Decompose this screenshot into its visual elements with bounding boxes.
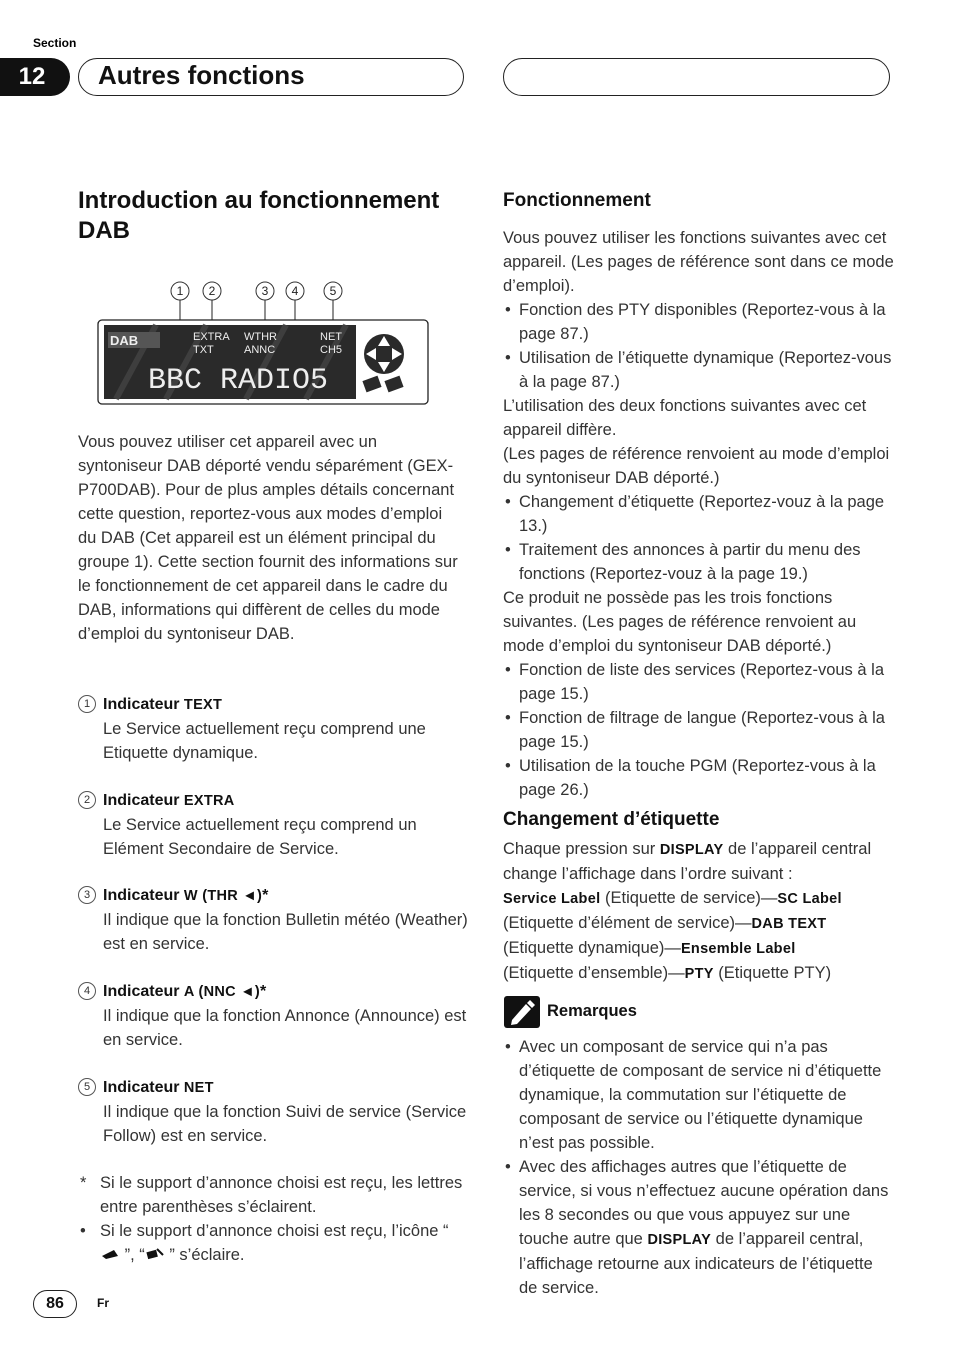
indicator-description: Il indique que la fonction Bulletin météo (Weather) est en service.	[103, 911, 468, 953]
display-wthr: WTHR	[244, 331, 277, 343]
heading-fonctionnement: Fonctionnement	[503, 190, 651, 211]
notes-icon	[504, 996, 540, 1028]
callout-2: 2	[208, 284, 216, 298]
list-item: • Changement d’étiquette (Reportez-vouz à la page 13.)	[503, 490, 895, 538]
callout-5: 5	[329, 284, 337, 298]
display-main-text: BBC RADIO5	[148, 364, 329, 398]
list-item: • Fonction de liste des services (Reportez-vous à la page 15.)	[503, 658, 895, 706]
indicator-extra: 2 Indicateur EXTRA Le Service actuellement reçu comprend un Elément Secondaire de Service.	[78, 789, 468, 861]
callout-3: 3	[261, 284, 269, 298]
list-item: • Fonction de filtrage de langue (Reportez-vous à la page 15.)	[503, 706, 895, 754]
heading-changement: Changement d’étiquette	[503, 809, 720, 830]
control-pad-icon	[358, 325, 424, 399]
footnote-star: * Si le support d’annonce choisi est reçu, les lettres entre parenthèses s’éclairent.	[80, 1174, 463, 1216]
display-dab: DAB	[110, 333, 139, 348]
callout-4: 4	[291, 284, 299, 298]
fonctionnement-body: Vous pouvez utiliser les fonctions suivantes avec cet appareil. (Les pages de référence sont dans ce mode d’emploi). • Fonction des PTY disponibles (Reportez-vous à la page 87.) • Utilisation de l’étiquette dynamique (Reportez-vous à la page 87.) L’utilisation des deux fonctions suivantes avec cet appareil diffère. (Les pages de référence renvoient au mode d’emploi du syntoniseur DAB déporté.) • Changement d’étiquette (Reportez-vouz à la page 13.) • Traitement des annonces à partir du menu des fonctions (Reportez-vouz à la page 19.) Ce produit ne possède pas les trois fonctions suivantes. (Les pages de référence renvoient au mode d’emploi du syntoniseur DAB déporté.) • Fonction de liste des services (Reportez-vous à la page 15.) • Fonction de filtrage de langue (Reportez-vous à la page 15.) • Utilisation de la touche PGM (Reportez-vous à la page 26.)	[503, 226, 895, 802]
dab-display-illustration	[96, 278, 432, 408]
list-item: • Traitement des annonces à partir du menu des fonctions (Reportez-vouz à la page 19.)	[503, 538, 895, 586]
note-item: • Avec des affichages autres que l’étiquette de service, si vous n’effectuez aucune opération dans les 8 secondes ou que vous appuyez sur une touche autre que DISPLAY de l’appareil central, l’affichage retourne aux indicateurs de l’étiquette de service.	[503, 1155, 895, 1300]
indicator-description: Il indique que la fonction Suivi de service (Service Follow) est en service.	[103, 1103, 467, 1145]
indicator-number: 5	[78, 1078, 96, 1096]
indicator-annc: 4 Indicateur A (NNC ◄)* Il indique que la fonction Annonce (Announce) est en service.	[78, 980, 468, 1052]
section-number: 12	[0, 58, 70, 96]
indicator-wthr: 3 Indicateur W (THR ◄)* Il indique que la fonction Bulletin météo (Weather) est en service.	[78, 884, 468, 956]
callout-1: 1	[176, 284, 184, 298]
display-txt: TXT	[193, 344, 214, 356]
section-empty-frame	[503, 58, 890, 96]
language-code: Fr	[97, 1296, 109, 1310]
list-item: • Utilisation de l’étiquette dynamique (Reportez-vous à la page 87.)	[503, 346, 895, 394]
indicator-net: 5 Indicateur NET Il indique que la fonction Suivi de service (Service Follow) est en service.	[78, 1076, 468, 1148]
display-extra: EXTRA	[193, 331, 230, 343]
changement-body: Chaque pression sur DISPLAY de l’appareil central change l’affichage dans l’ordre suivant : Service Label (Etiquette de service)—SC Label (Etiquette d’élément de service)—DAB TEXT (Etiquette dynamique)—Ensemble Label (Etiquette d’ensemble)—PTY (Etiquette PTY)	[503, 840, 872, 982]
list-item: • Utilisation de la touche PGM (Reportez-vous à la page 26.)	[503, 754, 895, 802]
list-item: • Fonction des PTY disponibles (Reportez-vous à la page 87.)	[503, 298, 895, 346]
notes-title: Remarques	[547, 1002, 637, 1020]
indicator-number: 1	[78, 695, 96, 713]
intro-paragraph: Vous pouvez utiliser cet appareil avec un syntoniseur DAB déporté vendu séparément (GEX-P700DAB). Pour de plus amples détails concernant cette question, reportez-vous aux modes d’emploi du DAB (Cet appareil est un élément principal du groupe 1). Cette section fournit des informations sur le fonctionnement de cet appareil dans le cadre du DAB, informations qui diffèrent de celles du mode d’emploi du syntoniseur DAB.	[78, 433, 458, 643]
page-number: 86	[33, 1290, 77, 1318]
note-item: • Avec un composant de service qui n’a pas d’étiquette de composant de service ni d’étiquette dynamique, la commutation sur l’étiquette de composant de service ou l’étiquette dynamique n’est pas possible.	[503, 1035, 895, 1155]
announce-icon-1	[100, 1246, 120, 1260]
indicator-description: Le Service actuellement reçu comprend un Elément Secondaire de Service.	[103, 816, 417, 858]
indicator-description: Il indique que la fonction Annonce (Announce) est en service.	[103, 1007, 467, 1049]
section-title: Autres fonctions	[98, 60, 305, 90]
section-label: Section	[33, 36, 77, 50]
indicator-number: 2	[78, 791, 96, 809]
notes-list	[503, 1035, 895, 1300]
intro-heading: Introduction au fonctionnement DAB	[78, 187, 440, 244]
indicator-number: 3	[78, 886, 96, 904]
display-ch: CH5	[320, 344, 343, 356]
display-net: NET	[320, 331, 342, 343]
display-annc: ANNC	[244, 344, 276, 356]
indicator-number: 4	[78, 982, 96, 1000]
indicator-description: Le Service actuellement reçu comprend une Etiquette dynamique.	[103, 720, 426, 762]
footnotes	[78, 1171, 468, 1267]
footnote-bullet: • Si le support d’annonce choisi est reçu, l’icône “ ”, “ ” s’éclaire.	[80, 1222, 449, 1264]
announce-icon-2	[145, 1246, 165, 1260]
indicator-text: 1 Indicateur TEXT Le Service actuellement reçu comprend une Etiquette dynamique.	[78, 693, 468, 765]
